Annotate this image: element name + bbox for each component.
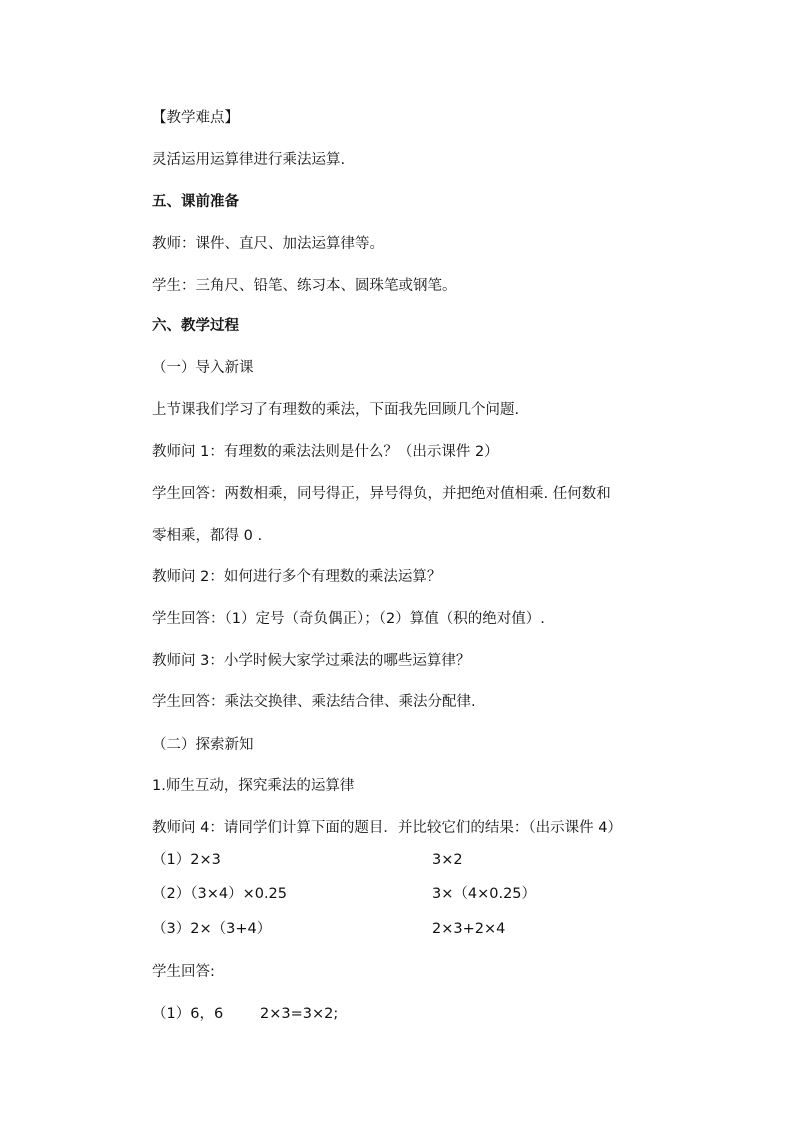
exercise-2-right: 3×（4×0.25）: [432, 886, 537, 902]
answer-1: （1）6，6 2×3=3×2;: [152, 1006, 339, 1022]
teacher-question-3: 教师问 3：小学时候大家学过乘法的哪些运算律？: [152, 653, 471, 669]
exercise-2-left: （2）（3×4）×0.25: [152, 886, 288, 902]
part1-title: （一）导入新课: [152, 360, 254, 376]
exercise-1-right: 3×2: [432, 852, 463, 868]
intro-text: 上节课我们学习了有理数的乘法，下面我先回顾几个问题.: [152, 402, 520, 418]
student-answer-3: 学生回答：乘法交换律、乘法结合律、乘法分配律.: [152, 694, 476, 710]
student-answer-2: 学生回答：（1）定号（奇负偶正）；（2）算值（积的绝对值）.: [152, 611, 545, 627]
teacher-question-1: 教师问 1：有理数的乘法法则是什么？（出示课件 2）: [152, 444, 499, 460]
teacher-prep: 教师：课件、直尺、加法运算律等。: [152, 236, 384, 252]
exercise-3-left: （3）2×（3+4）: [152, 921, 272, 937]
difficulty-text: 灵活运用运算律进行乘法运算.: [152, 152, 346, 168]
exercise-3-right: 2×3+2×4: [432, 921, 506, 937]
student-answer-label: 学生回答:: [152, 964, 215, 980]
section5-title: 五、课前准备: [152, 194, 239, 210]
difficulty-heading: 【教学难点】: [152, 110, 239, 126]
teacher-question-2: 教师问 2：如何进行多个有理数的乘法运算？: [152, 569, 442, 585]
student-answer-1-line2: 零相乘，都得 0 .: [152, 528, 263, 544]
student-prep: 学生：三角尺、铅笔、练习本、圆珠笔或钢笔。: [152, 278, 457, 294]
section6-title: 六、教学过程: [152, 318, 239, 334]
teacher-question-4: 教师问 4：请同学们计算下面的题目．并比较它们的结果：（出示课件 4）: [152, 820, 622, 836]
exercise-1-left: （1）2×3: [152, 852, 221, 868]
part2-title: （二）探索新知: [152, 737, 254, 753]
activity1-title: 1.师生互动，探究乘法的运算律: [152, 778, 355, 794]
student-answer-1-line1: 学生回答：两数相乘，同号得正，异号得负，并把绝对值相乘. 任何数和: [152, 486, 611, 502]
